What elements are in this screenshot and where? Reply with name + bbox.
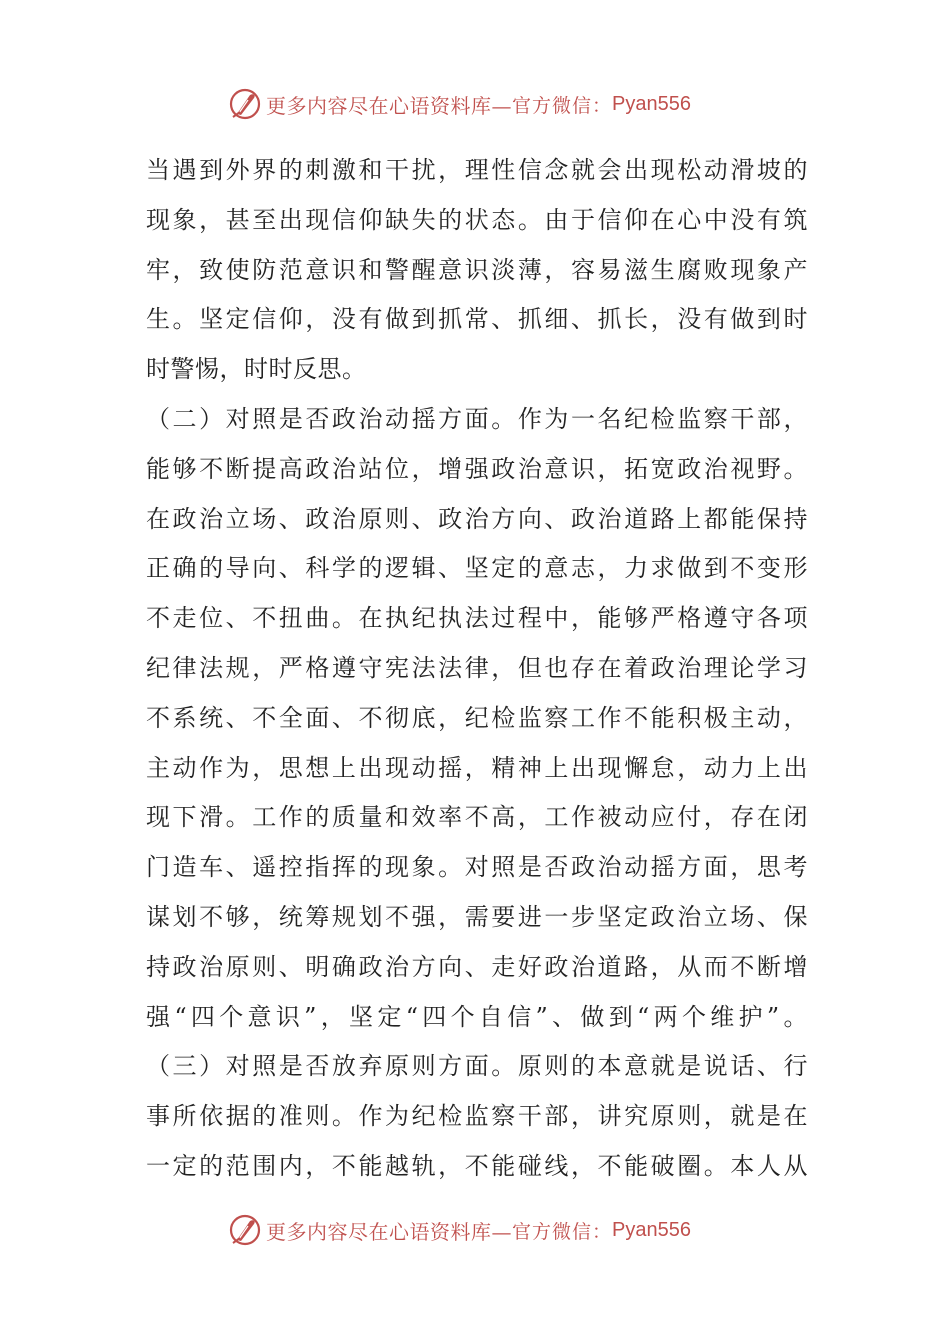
text-line: 正确的导向、科学的逻辑、坚定的意志，力求做到不变形 <box>146 554 808 583</box>
text-line: 牢，致使防范意识和警醒意识淡薄，容易滋生腐败现象产 <box>146 255 808 284</box>
text-line: （三）对照是否放弃原则方面。原则的本意就是说话、行 <box>146 1052 808 1081</box>
text-line: 不走位、不扭曲。在执纪执法过程中，能够严格遵守各项 <box>146 604 808 633</box>
text-line: 主动作为，思想上出现动摇，精神上出现懈怠，动力上出 <box>146 753 808 782</box>
text-line: 时警惕，时时反思。 <box>146 355 367 384</box>
watermark-handle: Pyan556 <box>612 92 691 115</box>
header-watermark <box>228 86 691 122</box>
text-line: 现象，甚至出现信仰缺失的状态。由于信仰在心中没有筑 <box>146 205 808 234</box>
watermark-text: 更多内容尽在心语资料库— <box>266 1219 512 1244</box>
text-line: 当遇到外界的刺激和干扰，理性信念就会出现松动滑坡的 <box>146 156 808 184</box>
watermark-text: 更多内容尽在心语资料库— <box>266 93 512 118</box>
text-line: 生。坚定信仰，没有做到抓常、抓细、抓长，没有做到时 <box>146 305 808 334</box>
watermark-handle: Pyan556 <box>612 1218 691 1241</box>
text-line: （二）对照是否政治动摇方面。作为一名纪检监察干部， <box>146 404 808 433</box>
watermark-wechat-label: 官方微信： <box>512 94 613 117</box>
quill-pen-icon <box>228 87 262 121</box>
text-line: 能够不断提高政治站位，增强政治意识，拓宽政治视野。 <box>146 454 808 483</box>
document-body <box>146 146 808 1192</box>
text-line: 谋划不够，统筹规划不强，需要进一步坚定政治立场、保 <box>146 902 808 931</box>
text-line: 在政治立场、政治原则、政治方向、政治道路上都能保持 <box>146 504 808 533</box>
text-line: 不系统、不全面、不彻底，纪检监察工作不能积极主动， <box>146 703 808 732</box>
watermark-wechat-label: 官方微信： <box>512 1220 613 1243</box>
quill-pen-icon <box>228 1213 262 1247</box>
text-line: 强“四个意识”，坚定“四个自信”、做到“两个维护”。 <box>146 1002 808 1031</box>
text-line: 持政治原则、明确政治方向、走好政治道路，从而不断增 <box>146 952 808 981</box>
text-line: 一定的范围内，不能越轨，不能碰线，不能破圈。本人从 <box>146 1151 808 1180</box>
text-line: 事所依据的准则。作为纪检监察干部，讲究原则，就是在 <box>146 1102 808 1131</box>
footer-watermark <box>228 1212 691 1248</box>
text-line: 纪律法规，严格遵守宪法法律，但也存在着政治理论学习 <box>146 653 808 682</box>
text-line: 门造车、遥控指挥的现象。对照是否政治动摇方面，思考 <box>146 853 808 882</box>
text-line: 现下滑。工作的质量和效率不高，工作被动应付，存在闭 <box>146 803 808 832</box>
